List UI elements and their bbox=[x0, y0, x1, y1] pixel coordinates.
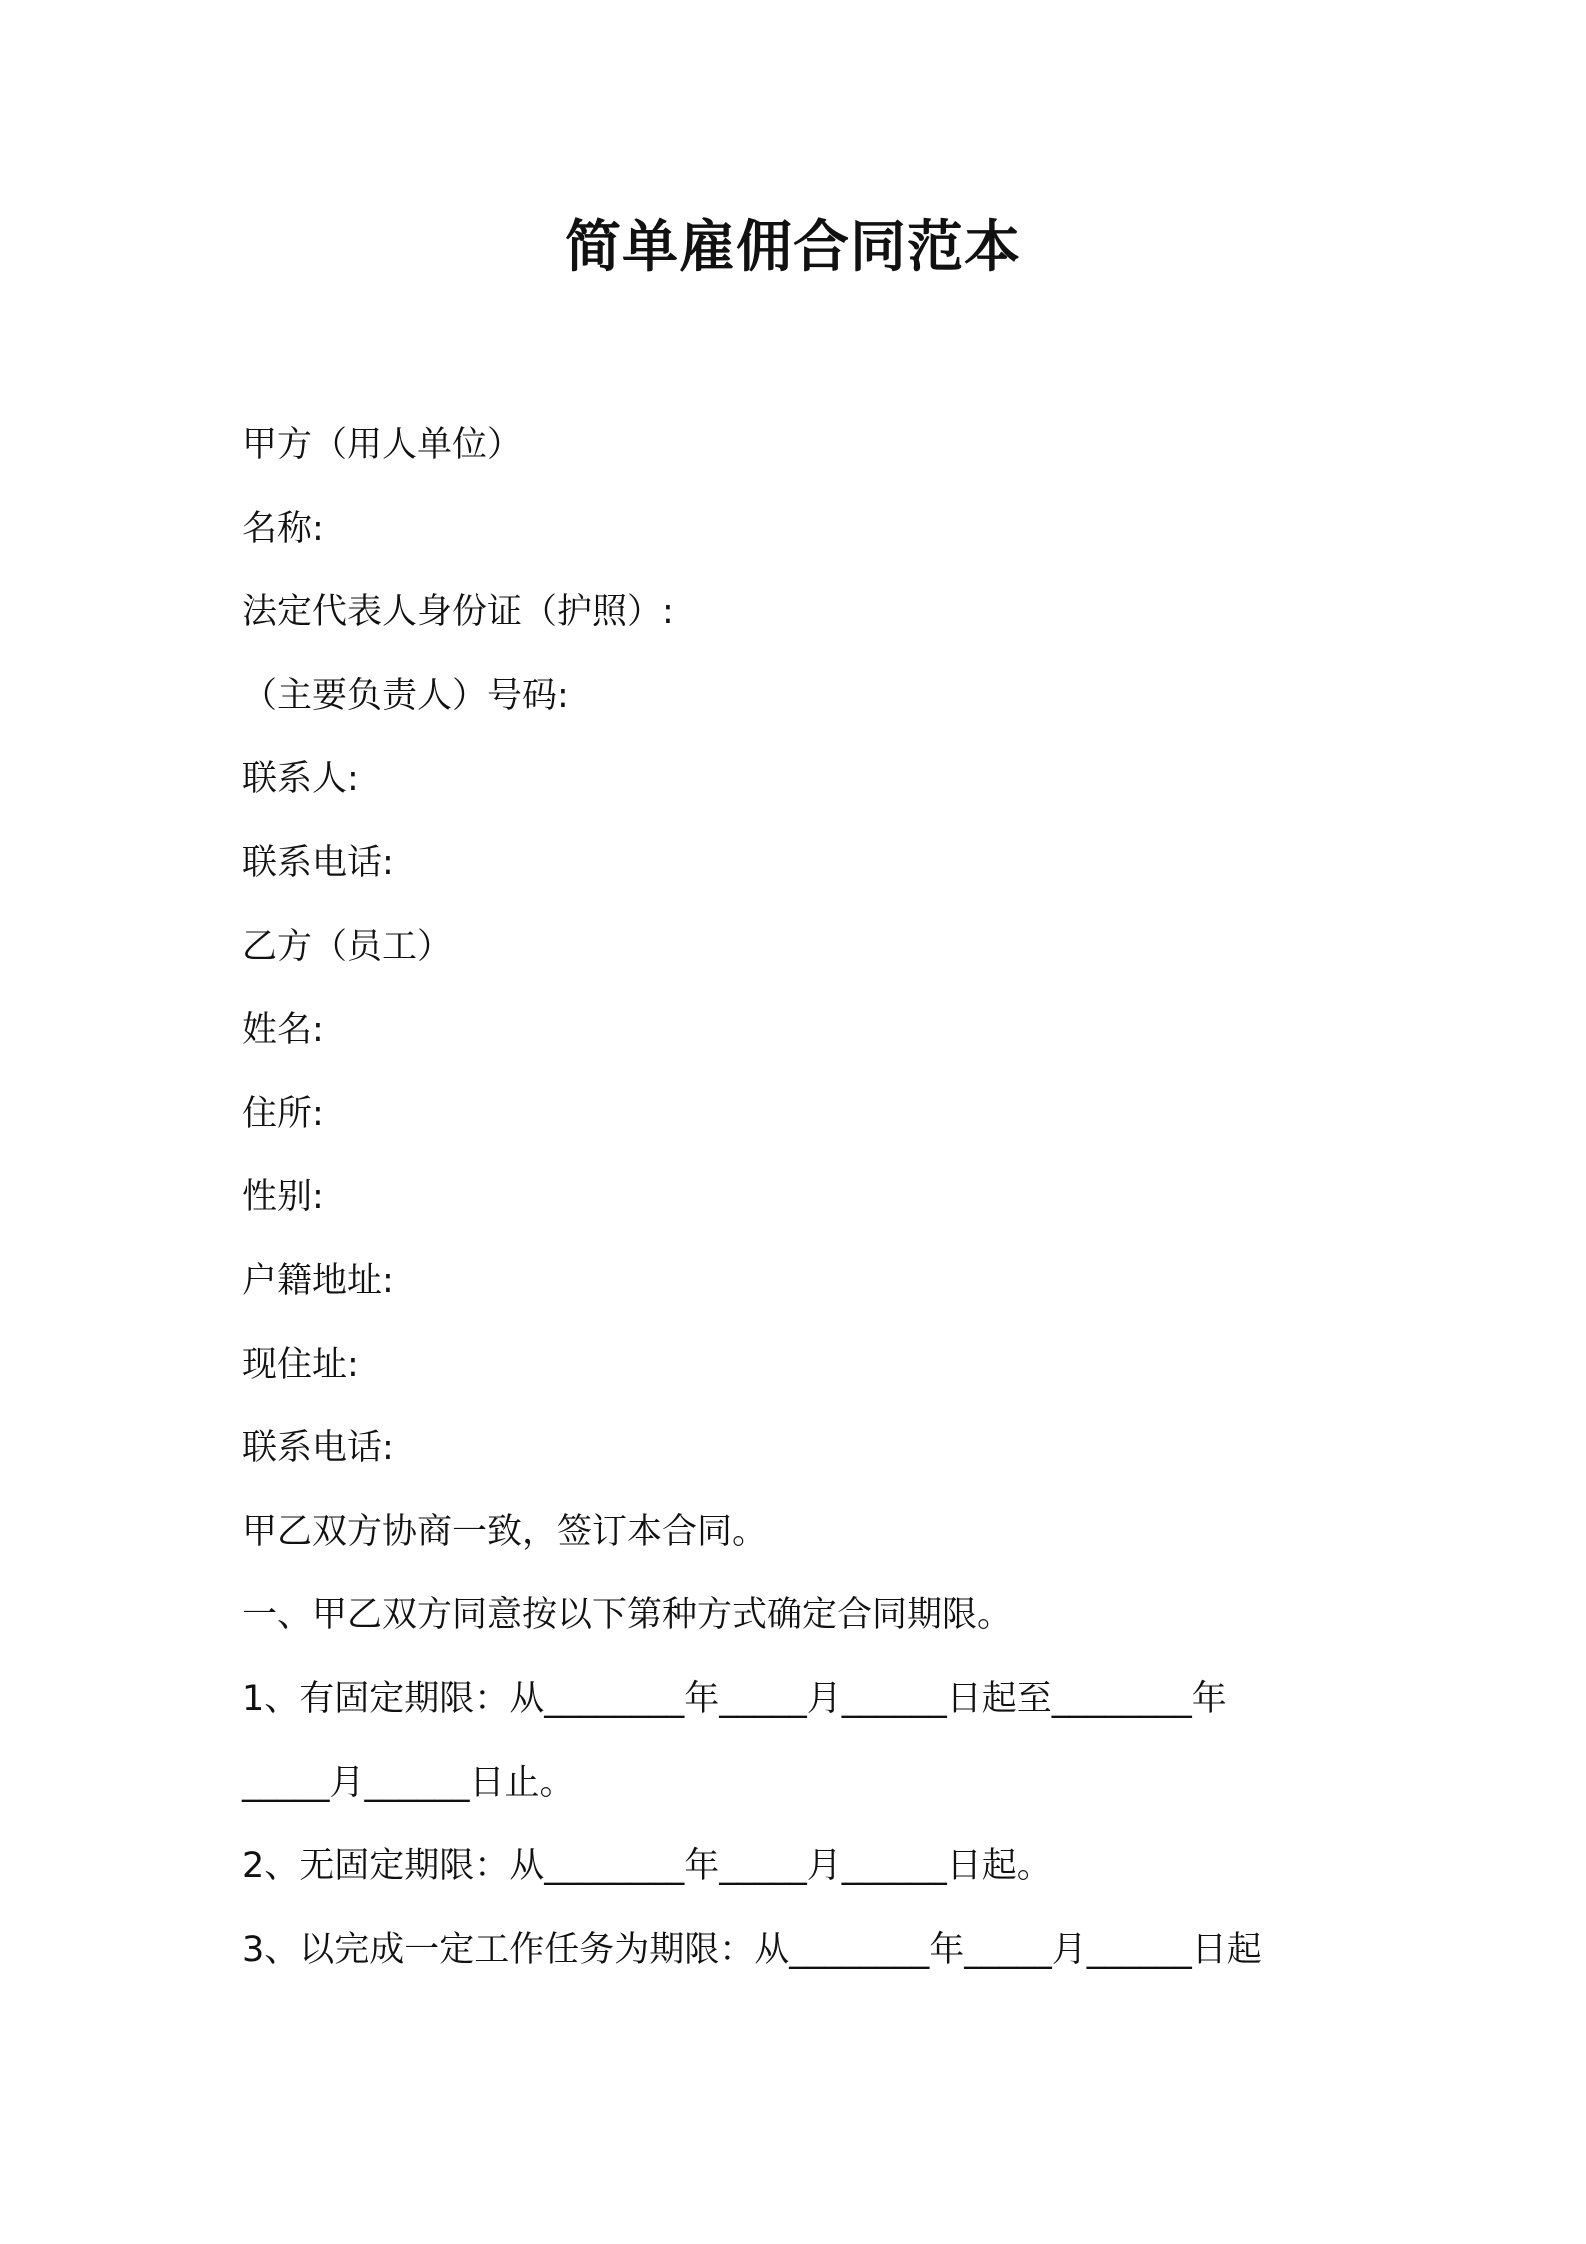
party-a-name-field: 名称: bbox=[242, 508, 324, 549]
party-a-contact-person-field: 联系人: bbox=[242, 759, 359, 800]
party-b-name-field: 姓名: bbox=[242, 1010, 324, 1051]
agreement-statement: 甲乙双方协商一致，签订本合同。 bbox=[242, 1511, 768, 1552]
term-option-1-line-2: _____月______日止。 bbox=[242, 1762, 575, 1803]
party-a-heading: 甲方（用人单位） bbox=[242, 425, 523, 465]
document-title: 简单雇佣合同范本 bbox=[565, 215, 1021, 280]
party-b-heading: 乙方（员工） bbox=[242, 926, 453, 967]
term-option-1-line-1: 1、有固定期限：从________年_____月______日起至________年 bbox=[242, 1678, 1227, 1719]
party-b-residence-field: 住所: bbox=[242, 1093, 324, 1134]
party-a-phone-field: 联系电话: bbox=[242, 842, 394, 883]
term-option-3: 3、以完成一定工作任务为期限：从________年_____月______日起 bbox=[242, 1929, 1262, 1970]
party-b-gender-field: 性别: bbox=[242, 1177, 324, 1218]
party-a-legal-rep-id-field: 法定代表人身份证（护照）: bbox=[242, 592, 674, 633]
term-option-2: 2、无固定期限：从________年_____月______日起。 bbox=[242, 1846, 1052, 1887]
section-1-heading: 一、甲乙双方同意按以下第种方式确定合同期限。 bbox=[242, 1595, 1013, 1636]
party-a-id-number-field: （主要负责人）号码: bbox=[242, 675, 569, 716]
party-b-current-address-field: 现住址: bbox=[242, 1344, 359, 1385]
party-b-phone-field: 联系电话: bbox=[242, 1428, 394, 1469]
party-b-household-address-field: 户籍地址: bbox=[242, 1260, 394, 1301]
document-body bbox=[242, 404, 1372, 1992]
